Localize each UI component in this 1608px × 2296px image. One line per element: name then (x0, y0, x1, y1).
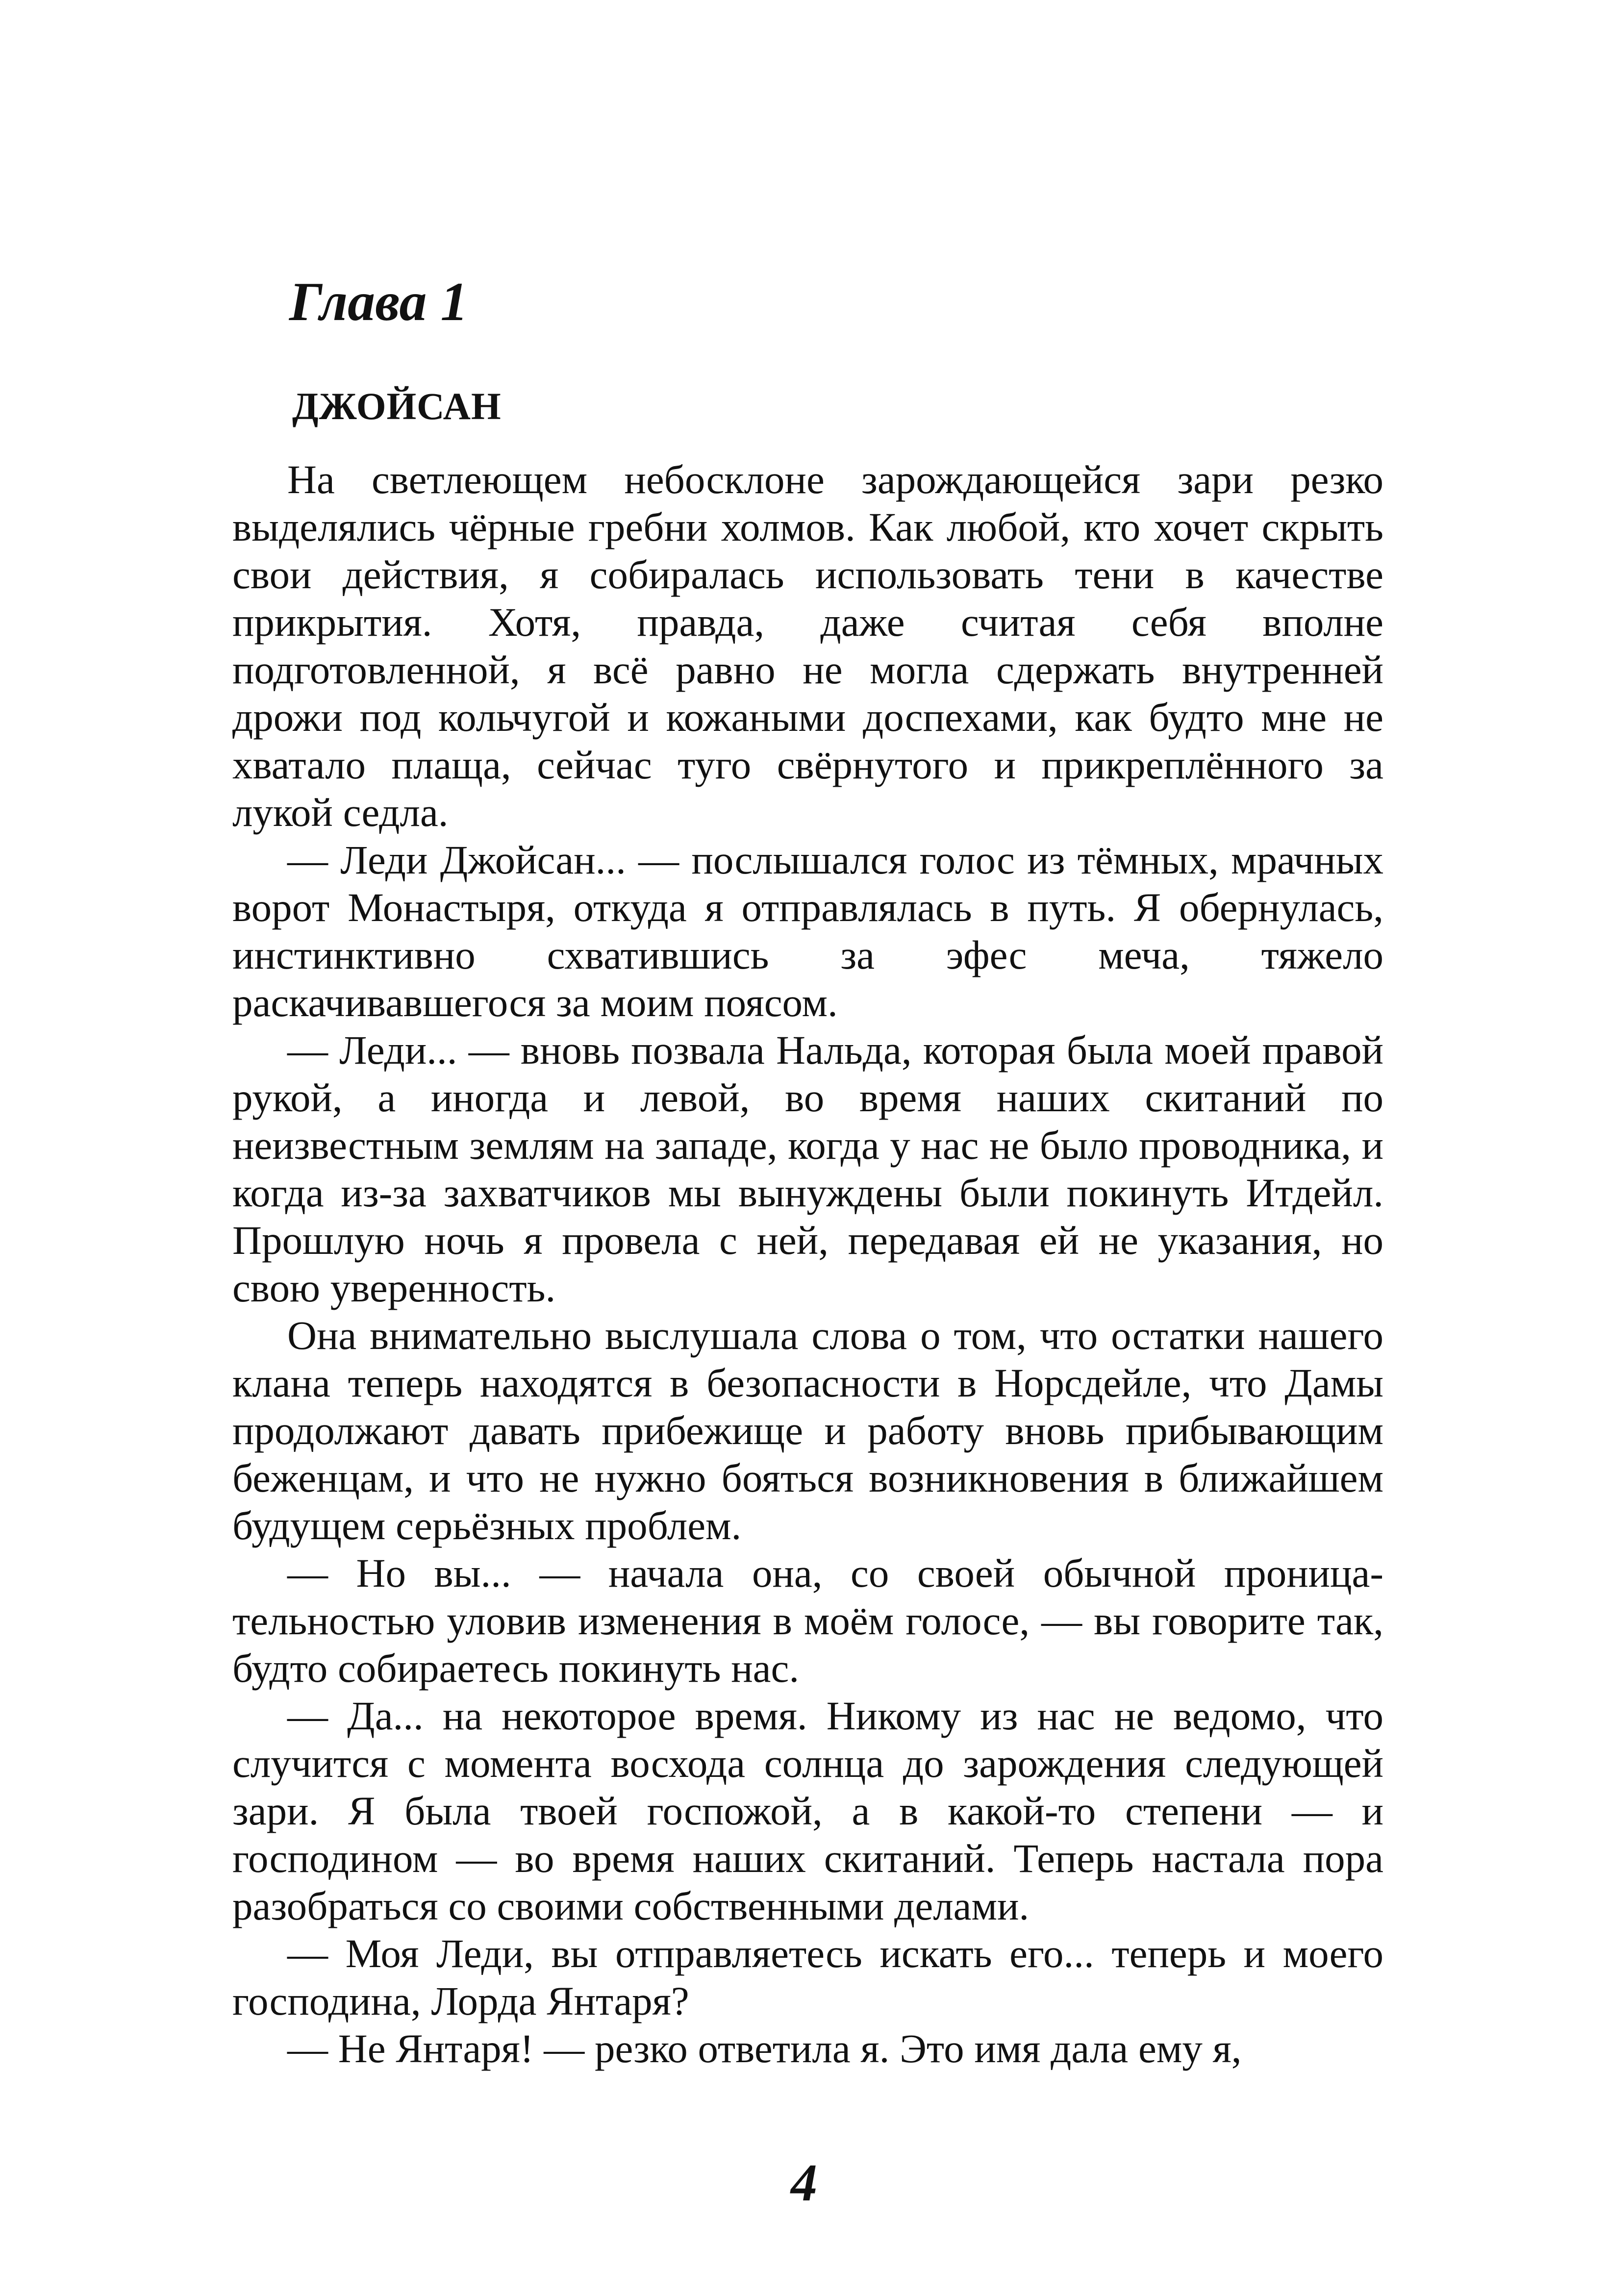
paragraph: — Не Янтаря! — резко ответила я. Это имя дала ему я, (287, 2026, 1242, 2071)
page-number: 4 (791, 2154, 817, 2212)
body-text (232, 456, 1383, 2072)
paragraph: Она внимательно выслушала слова о том, что остатки нашего клана теперь находятся в безопасности в Норсдейле, что Дамы продолжают давать прибежище и работу вновь прибывающим беженцам, и что не нужно бояться возникновения в ближайшем будущем серьёзных проблем. (232, 1313, 1383, 1548)
paragraph: — Леди... — вновь позвала Нальда, которая была моей правой рукой, а иногда и левой, во время наших скитаний по неизвестным землям на западе, когда у нас не было проводника, и когда из-за захватчиков мы вынуждены были покинуть Итдейл. Прошлую ночь я провела с ней, передавая ей не указания, но свою уверенность. (232, 1027, 1383, 1310)
chapter-title: Глава 1 (289, 272, 468, 332)
chapter-name: ДЖОЙСАН (292, 385, 502, 427)
paragraph: На светлеющем небосклоне зарождающейся зари резко выделялись чёрные гребни холмов. Как любой, кто хочет скрыть свои действия, я собиралась использовать тени в качестве прикрытия. Хотя, правда, даже считая себя вполне подготовленной, я всё равно не могла сдержать внутренней дрожи под кольчугой и кожаными доспехами, как будто мне не хватало плаща, сейчас туго свёрнутого и прикреплённого за лукой седла. (232, 457, 1383, 835)
paragraph: — Да... на некоторое время. Никому из нас не ведомо, что случится с момента восхода солнца до зарождения следующей зари. Я была твоей госпожой, а в какой-то степени — и господином — во время наших скитаний. Теперь настала пора разобраться со своими собственными делами. (232, 1693, 1383, 1928)
paragraph: — Моя Леди, вы отправляетесь искать его... теперь и моего господина, Лорда Янтаря? (232, 1931, 1383, 2023)
paragraph: — Леди Джойсан... — послышался голос из тёмных, мрачных ворот Монастыря, откуда я отправлялась в путь. Я обернулась, инстинктивно схватившись за эфес меча, тяжело раскачивавшегося за моим поясом. (232, 837, 1383, 1025)
paragraph: — Но вы... — начала она, со своей обычной проницательностью уловив изменения в моём голосе, — вы говорите так, будто собираетесь покинуть нас. (232, 1550, 1383, 1691)
